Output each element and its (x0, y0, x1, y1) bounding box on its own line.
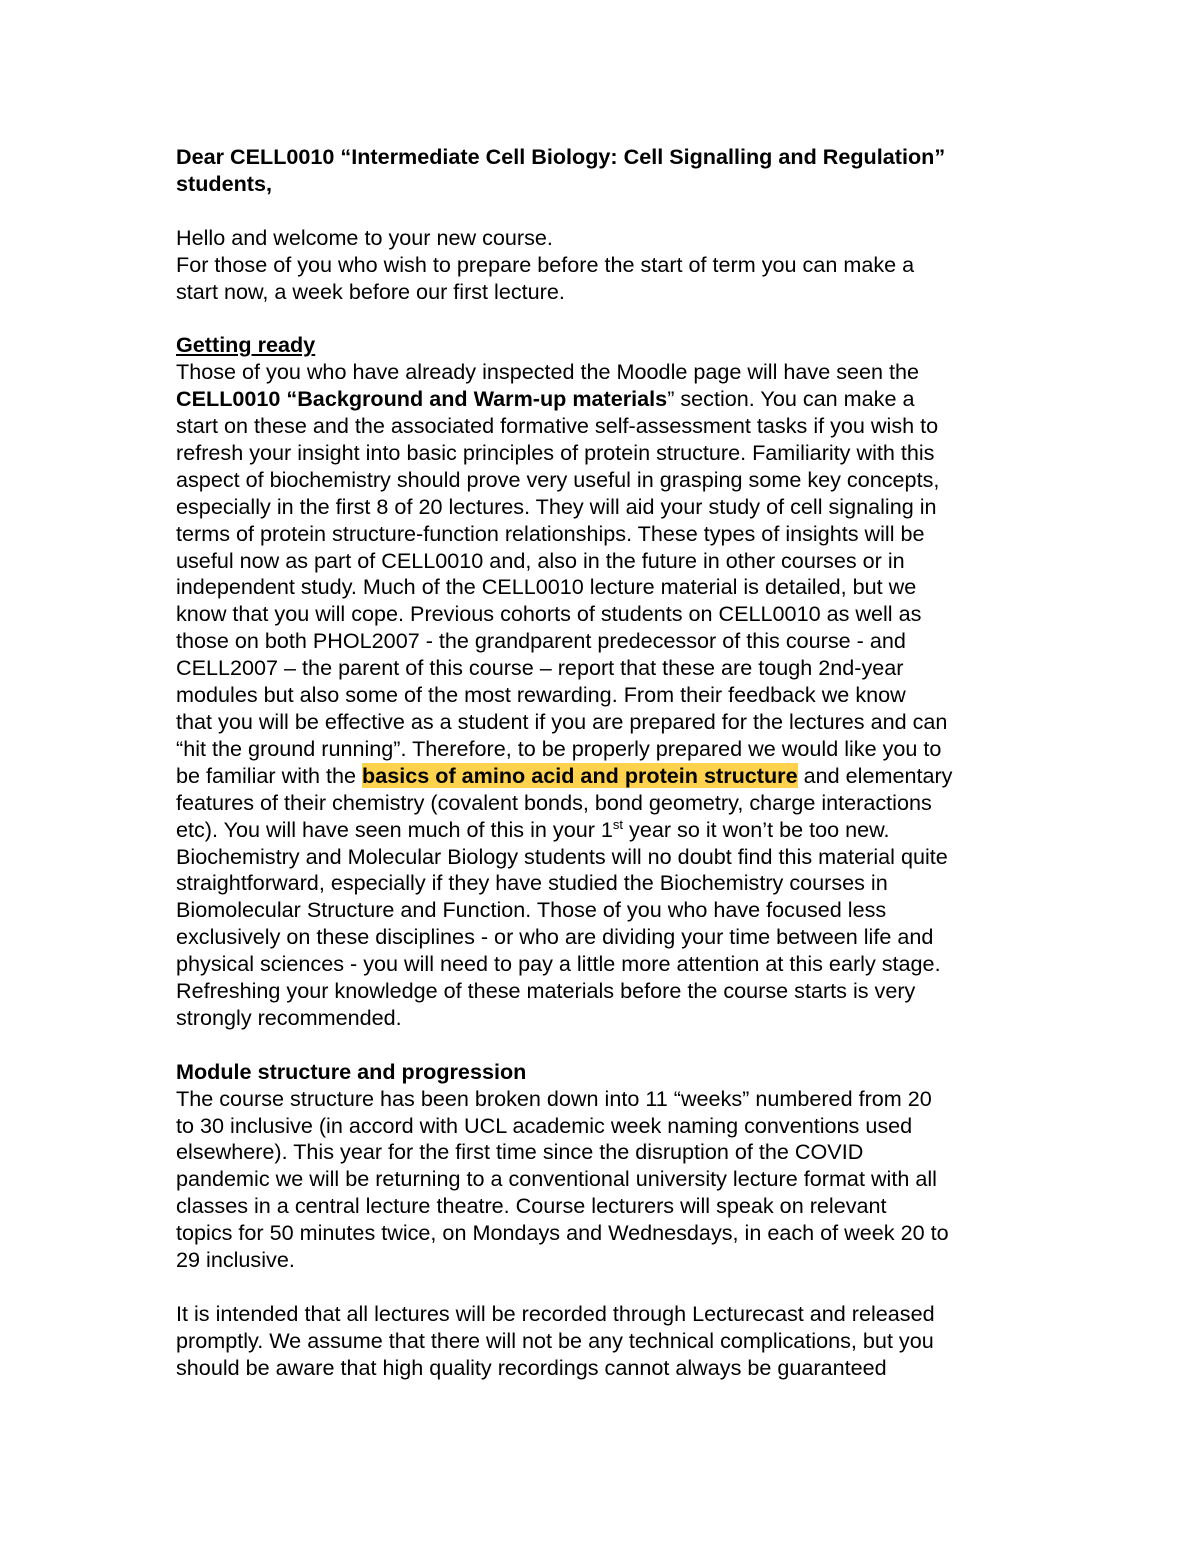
text-fragment: be familiar with the (176, 762, 363, 788)
letter-body (176, 144, 1036, 1382)
text-line: Biomolecular Structure and Function. Those of you who have focused less (176, 897, 887, 923)
text-line: elsewhere). This year for the first time since the disruption of the COVID (176, 1139, 864, 1165)
text-fragment: etc). You will have seen much of this in your 1 (176, 816, 613, 842)
text-line: Those of you who have already inspected the Moodle page will have seen the (176, 359, 920, 385)
text-line: know that you will cope. Previous cohorts of students on CELL0010 as well as (176, 601, 922, 627)
text-line (176, 817, 1036, 844)
getting-ready-section (176, 332, 1036, 1032)
text-line: pandemic we will be returning to a conventional university lecture format with all (176, 1166, 937, 1192)
text-line: terms of protein structure-function relationships. These types of insights will be (176, 520, 925, 546)
text-line: classes in a central lecture theatre. Course lecturers will speak on relevant (176, 1193, 887, 1219)
text-line: especially in the first 8 of 20 lectures. They will aid your study of cell signaling in (176, 493, 937, 519)
bold-section-name: CELL0010 “Background and Warm-up materials (176, 386, 668, 412)
text-line: start now, a week before our first lecture. (176, 278, 565, 304)
highlighted-phrase: basics of amino acid and protein structure (362, 762, 798, 788)
text-line: start on these and the associated formative self-assessment tasks if you wish to (176, 413, 939, 439)
text-line: For those of you who wish to prepare before the start of term you can make a (176, 251, 915, 277)
text-line: independent study. Much of the CELL0010 lecture material is detailed, but we (176, 574, 917, 600)
text-line: 29 inclusive. (176, 1247, 295, 1273)
text-line: Refreshing your knowledge of these materials before the course starts is very (176, 978, 916, 1004)
module-structure-section (176, 1059, 1036, 1274)
text-fragment: ” section. You can make a (667, 386, 915, 412)
text-line: Hello and welcome to your new course. (176, 224, 553, 250)
text-line: Biochemistry and Molecular Biology students will no doubt find this material quite (176, 843, 948, 869)
paragraph-gap (176, 198, 1036, 225)
section-heading-module-structure: Module structure and progression (176, 1058, 527, 1084)
text-fragment: and elementary (797, 762, 953, 788)
text-line: exclusively on these disciplines - or who are dividing your time between life and (176, 924, 934, 950)
superscript: st (612, 816, 624, 832)
intro-paragraph (176, 225, 1036, 306)
text-line: topics for 50 minutes twice, on Mondays and Wednesdays, in each of week 20 to (176, 1220, 949, 1246)
text-line: useful now as part of CELL0010 and, also in the future in other courses or in (176, 547, 905, 573)
text-line: CELL2007 – the parent of this course – report that these are tough 2nd-year (176, 655, 904, 681)
text-line: features of their chemistry (covalent bonds, bond geometry, charge interactions (176, 789, 932, 815)
recording-paragraph (176, 1301, 1036, 1382)
text-line (176, 763, 1036, 790)
text-line (176, 386, 1036, 413)
text-line: physical sciences - you will need to pay a little more attention at this early stage. (176, 951, 941, 977)
text-line: The course structure has been broken down into 11 “weeks” numbered from 20 (176, 1085, 932, 1111)
text-line: those on both PHOL2007 - the grandparent predecessor of this course - and (176, 628, 906, 654)
section-heading-getting-ready: Getting ready (176, 332, 316, 358)
salutation (176, 144, 1036, 198)
text-line: straightforward, especially if they have studied the Biochemistry courses in (176, 870, 888, 896)
text-fragment: year so it won’t be too new. (623, 816, 890, 842)
salutation-line: Dear CELL0010 “Intermediate Cell Biology: Cell Signalling and Regulation” (176, 144, 946, 169)
paragraph-gap (176, 305, 1036, 332)
text-line: that you will be effective as a student if you are prepared for the lectures and can (176, 709, 948, 734)
text-line: promptly. We assume that there will not be any technical complications, but you (176, 1327, 934, 1353)
text-line: to 30 inclusive (in accord with UCL academic week naming conventions used (176, 1112, 913, 1138)
paragraph-gap (176, 1274, 1036, 1301)
paragraph-gap (176, 1032, 1036, 1059)
text-line: should be aware that high quality recordings cannot always be guaranteed (176, 1354, 887, 1380)
text-line: It is intended that all lectures will be recorded through Lecturecast and released (176, 1300, 935, 1326)
text-line: aspect of biochemistry should prove very useful in grasping some key concepts, (176, 466, 940, 492)
text-line: strongly recommended. (176, 1004, 402, 1030)
text-line: “hit the ground running”. Therefore, to be properly prepared we would like you to (176, 735, 942, 761)
text-line: refresh your insight into basic principles of protein structure. Familiarity with this (176, 439, 935, 465)
text-line: modules but also some of the most rewarding. From their feedback we know (176, 682, 906, 708)
salutation-line: students, (176, 170, 272, 196)
